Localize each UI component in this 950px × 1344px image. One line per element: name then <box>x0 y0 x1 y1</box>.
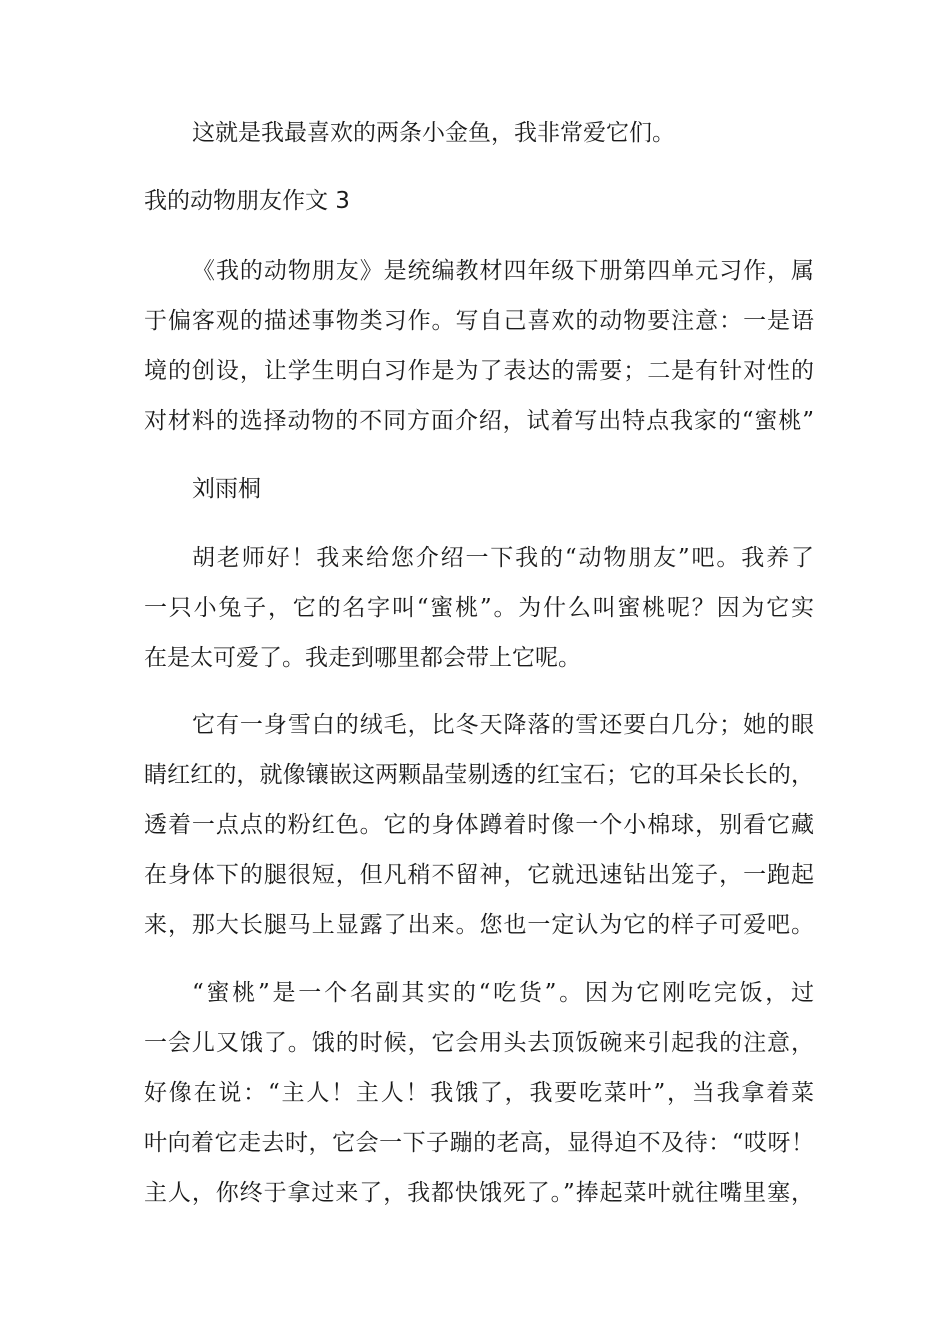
paragraph-eating-line-5: 主人，你终于拿过来了，我都快饿死了。”捧起菜叶就往嘴里塞， <box>144 1180 814 1206</box>
paragraph-eating-line-1: “蜜桃”是一个名副其实的“吃货”。因为它刚吃完饭，过 <box>192 980 814 1006</box>
paragraph-eating-line-3: 好像在说：“主人！主人！我饿了，我要吃菜叶”，当我拿着菜 <box>144 1080 814 1106</box>
paragraph-greeting-line-1: 胡老师好！我来给您介绍一下我的“动物朋友”吧。我养了 <box>192 545 814 571</box>
author-name: 刘雨桐 <box>192 476 261 502</box>
paragraph-looks-line-5: 来，那大长腿马上显露了出来。您也一定认为它的样子可爱吧。 <box>144 912 814 938</box>
paragraph-looks-line-3: 透着一点点的粉红色。它的身体蹲着时像一个小棉球，别看它藏 <box>144 812 814 838</box>
section-heading: 我的动物朋友作文 3 <box>144 188 350 214</box>
paragraph-goldfish-line-1: 这就是我最喜欢的两条小金鱼，我非常爱它们。 <box>192 120 675 146</box>
paragraph-looks-line-2: 睛红红的，就像镶嵌这两颗晶莹剔透的红宝石；它的耳朵长长的， <box>144 762 814 788</box>
paragraph-greeting-line-2: 一只小兔子，它的名字叫“蜜桃”。为什么叫蜜桃呢？因为它实 <box>144 595 814 621</box>
paragraph-looks-line-1: 它有一身雪白的绒毛，比冬天降落的雪还要白几分；她的眼 <box>192 712 814 738</box>
paragraph-intro-line-3: 境的创设，让学生明白习作是为了表达的需要；二是有针对性的 <box>144 358 814 384</box>
paragraph-intro-line-2: 于偏客观的描述事物类习作。写自己喜欢的动物要注意：一是语 <box>144 308 814 334</box>
paragraph-greeting-line-3: 在是太可爱了。我走到哪里都会带上它呢。 <box>144 645 581 671</box>
paragraph-eating-line-4: 叶向着它走去时，它会一下子蹦的老高，显得迫不及待：“哎呀！ <box>144 1130 814 1156</box>
paragraph-intro-line-4: 对材料的选择动物的不同方面介绍，试着写出特点我家的“蜜桃” <box>144 408 814 434</box>
paragraph-intro-line-1: 《我的动物朋友》是统编教材四年级下册第四单元习作，属 <box>192 258 814 284</box>
paragraph-looks-line-4: 在身体下的腿很短，但凡稍不留神，它就迅速钻出笼子，一跑起 <box>144 862 814 888</box>
paragraph-eating-line-2: 一会儿又饿了。饿的时候，它会用头去顶饭碗来引起我的注意， <box>144 1030 814 1056</box>
